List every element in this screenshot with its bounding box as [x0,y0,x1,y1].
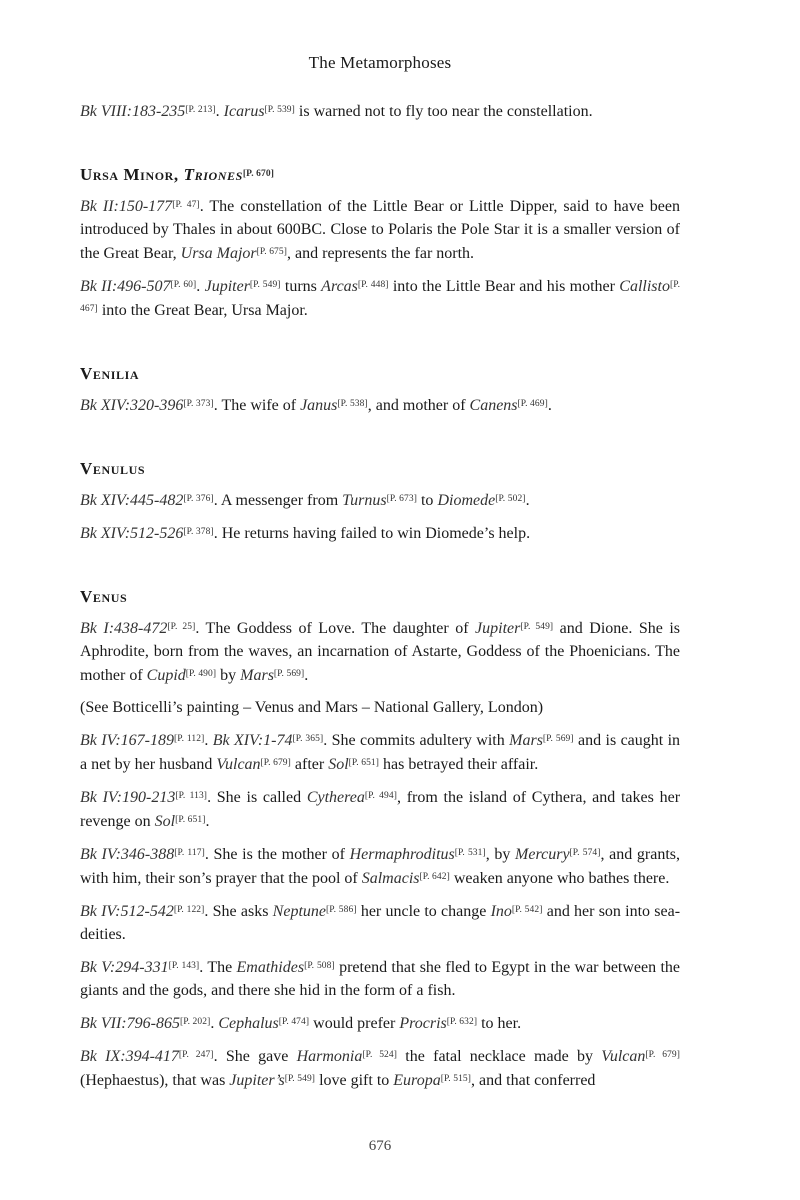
name-link[interactable]: Cupid [146,667,186,684]
entry-paragraph [80,194,680,265]
entry-paragraph [80,842,680,890]
page-reference[interactable]: [P. 670] [242,169,274,179]
page-reference[interactable]: [P. 539] [264,105,295,115]
entry-paragraph [80,616,680,687]
entry-paragraph [80,274,680,322]
entry-paragraph [80,1044,680,1092]
heading-name-link[interactable]: Triones [183,165,243,184]
book-reference-link[interactable]: Bk IV:346-388 [80,846,175,863]
heading-text: Venilia [80,364,140,383]
page-reference[interactable]: [P. 542] [511,905,543,915]
text: . [205,813,210,830]
page-reference[interactable]: [P. 467] [80,280,681,314]
name-link[interactable]: Mars [509,732,543,749]
entry-paragraph [80,521,680,545]
book-reference-link[interactable]: Bk VII:796-865 [80,1015,180,1032]
page-reference[interactable]: [P. 549] [249,280,281,290]
name-link[interactable]: Sol [154,813,176,830]
text: . [304,667,309,684]
text: her uncle to change [356,903,491,920]
text: . [196,278,205,295]
text: by [216,667,241,684]
text: is warned not to fly too near the constellation. [294,103,593,120]
page-reference[interactable]: [P. 531] [454,848,486,858]
name-link[interactable]: Hermaphroditus [349,846,455,863]
page-body [80,99,680,1101]
name-link[interactable]: Jupiter’s [229,1072,285,1089]
entry-paragraph [80,99,680,123]
name-link[interactable]: Neptune [272,903,326,920]
text: . The wife of [213,397,301,414]
text: after [290,756,329,773]
page-reference[interactable]: [P. 490] [185,669,217,679]
name-link[interactable]: Mars [240,667,274,684]
name-link[interactable]: Emathides [236,959,305,976]
text: turns [280,278,322,295]
book-reference-link[interactable]: Bk IV:190-213 [80,789,176,806]
name-link[interactable]: Jupiter [475,620,521,637]
page-reference[interactable]: [P. 378] [183,527,214,537]
entry-paragraph [80,955,680,1002]
entry-paragraph [80,696,680,719]
page-reference[interactable]: [P. 569] [542,734,574,744]
text: has betrayed their affair. [379,756,539,773]
page-reference[interactable]: [P. 494] [364,791,397,801]
text: . She asks [204,903,273,920]
page-reference[interactable]: [P. 549] [520,622,554,632]
text: the fatal necklace made by [397,1048,602,1065]
page-reference[interactable]: [P. 549] [284,1074,316,1084]
page-reference[interactable]: [P. 538] [337,399,368,409]
book-reference-link[interactable]: Bk XIV:320-396 [80,397,184,414]
text: . [525,492,530,509]
book-reference-link[interactable]: Bk XIV:1-74 [212,732,293,749]
entry-paragraph [80,899,680,946]
text: . She is the mother of [204,846,350,863]
page-reference[interactable]: [P. 642] [419,872,450,882]
heading-text: Venulus [80,459,146,478]
running-head: The Metamorphoses [308,53,452,72]
name-link[interactable]: Vulcan [601,1048,646,1065]
text: , by [485,846,516,863]
text: (See Botticelli’s painting – Venus and Mars – National Gallery, London) [80,699,544,716]
page-reference[interactable]: [P. 651] [348,758,380,768]
entry-paragraph [80,488,680,512]
name-link[interactable]: Callisto [619,278,670,295]
text: weaken anyone who bathes there. [449,870,670,887]
text: . [215,103,224,120]
entry-heading-venus [80,585,680,610]
page-reference[interactable]: [P. 675] [256,247,288,257]
name-link[interactable]: Janus [300,397,338,414]
text: . A messenger from [213,492,343,509]
text: . The Goddess of Love. The daughter of [195,620,476,637]
name-link[interactable]: Cytherea [306,789,365,806]
text: and her son into sea-deities. [80,903,681,943]
entry-paragraph [80,785,680,833]
text: , from the island of Cythera, and takes her revenge on [80,789,681,830]
page-reference[interactable]: [P. 247] [178,1050,214,1060]
text: . [210,1015,219,1032]
text: to her. [477,1015,522,1032]
name-link[interactable]: Mercury [515,846,570,863]
book-reference-link[interactable]: Bk II:150-177 [80,198,173,215]
page-reference[interactable]: [P. 651] [175,815,206,825]
page-number: 676 [368,1138,392,1154]
heading-text: Venus [80,587,128,606]
text: , and grants, with him, their son’s prayer that the pool of [80,846,681,887]
page-reference[interactable]: [P. 508] [304,961,335,971]
page-reference[interactable]: [P. 213] [185,105,216,115]
name-link[interactable]: Turnus [342,492,387,509]
page-reference[interactable]: [P. 112] [173,734,205,744]
book-reference-link[interactable]: Bk VIII:183-235 [80,103,186,120]
name-link[interactable]: Ino [490,903,512,920]
text: and is caught in a net by her husband [80,732,681,773]
name-link[interactable]: Diomede [437,492,496,509]
text: and Dione. She is Aphrodite, born from the waves, an incarnation of Astarte, Goddess of the Phoenicians. The mother of [80,620,680,684]
text: into the Little Bear and his mother [388,278,620,295]
page-reference[interactable]: [P. 376] [183,494,214,504]
book-reference-link[interactable]: Bk IX:394-417 [80,1048,179,1065]
page-reference[interactable]: [P. 60] [170,280,197,290]
text: . The constellation of the Little Bear or Little Dipper, said to have been introduced by Thales in about 600BC. Close to Polaris the Pole Star it is a smaller version of the Great Bear, [80,198,681,262]
text: . [547,397,552,414]
text: love gift to [315,1072,394,1089]
page-reference[interactable]: [P. 143] [168,961,200,971]
name-link[interactable]: Procris [399,1015,447,1032]
text: , and that conferred [471,1072,596,1089]
page-reference[interactable]: [P. 25] [167,622,196,632]
book-reference-link[interactable]: Bk I:438-472 [80,620,168,637]
page-reference[interactable]: [P. 47] [172,200,200,210]
page-reference[interactable]: [P. 679] [645,1050,681,1060]
heading-text: Ursa Minor, [80,165,184,184]
entry-paragraph [80,1011,680,1035]
name-link[interactable]: Arcas [321,278,358,295]
text: . The [199,959,237,976]
page-reference[interactable]: [P. 202] [179,1017,211,1027]
name-link[interactable]: Ursa Major [180,245,257,262]
page-reference[interactable]: [P. 632] [446,1017,478,1027]
book-reference-link[interactable]: Bk XIV:512-526 [80,525,184,542]
page-reference[interactable]: [P. 673] [386,494,417,504]
page-reference[interactable]: [P. 117] [174,848,205,858]
text: would prefer [309,1015,400,1032]
name-link[interactable]: Europa [393,1072,441,1089]
entry-heading-venulus [80,457,680,482]
book-reference-link[interactable]: Bk IV:512-542 [80,903,174,920]
book-reference-link[interactable]: Bk IV:167-189 [80,732,174,749]
name-link[interactable]: Icarus [223,103,265,120]
book-reference-link[interactable]: Bk V:294-331 [80,959,169,976]
text: . She gave [213,1048,297,1065]
name-link[interactable]: Canens [469,397,518,414]
page-reference[interactable]: [P. 469] [517,399,548,409]
page-reference[interactable]: [P. 502] [495,494,526,504]
book-reference-link[interactable]: Bk II:496-507 [80,278,171,295]
name-link[interactable]: Cephalus [218,1015,279,1032]
page-reference[interactable]: [P. 122] [173,905,205,915]
text: pretend that she fled to Egypt in the war between the giants and the gods, and there she hid in the form of a fish. [80,959,681,999]
text: into the Great Bear, Ursa Major. [97,302,308,319]
page-reference[interactable]: [P. 679] [260,758,291,768]
text: . She is called [207,789,307,806]
page-reference[interactable]: [P. 365] [292,734,324,744]
page-reference[interactable]: [P. 113] [175,791,208,801]
page-reference[interactable]: [P. 448] [357,280,389,290]
page-reference[interactable]: [P. 373] [183,399,214,409]
text: , and represents the far north. [287,245,475,262]
entry-paragraph [80,393,680,417]
book-reference-link[interactable]: Bk XIV:445-482 [80,492,184,509]
page-reference[interactable]: [P. 574] [569,848,601,858]
text: to [416,492,438,509]
page-reference[interactable]: [P. 586] [326,905,357,915]
page-reference[interactable]: [P. 569] [273,669,305,679]
name-link[interactable]: Harmonia [296,1048,363,1065]
page-reference[interactable]: [P. 524] [362,1050,398,1060]
page-reference[interactable]: [P. 474] [278,1017,310,1027]
text: . She commits adultery with [323,732,510,749]
page-reference[interactable]: [P. 515] [440,1074,472,1084]
entry-paragraph [80,728,680,776]
name-link[interactable]: Jupiter [204,278,250,295]
name-link[interactable]: Salmacis [361,870,420,887]
entry-heading-venilia [80,362,680,387]
name-link[interactable]: Vulcan [216,756,261,773]
text: . [204,732,213,749]
text: , and mother of [367,397,470,414]
name-link[interactable]: Sol [328,756,349,773]
text: . He returns having failed to win Diomede’s help. [213,525,531,542]
entry-heading-ursa-minor [80,163,680,188]
text: (Hephaestus), that was [80,1072,230,1089]
